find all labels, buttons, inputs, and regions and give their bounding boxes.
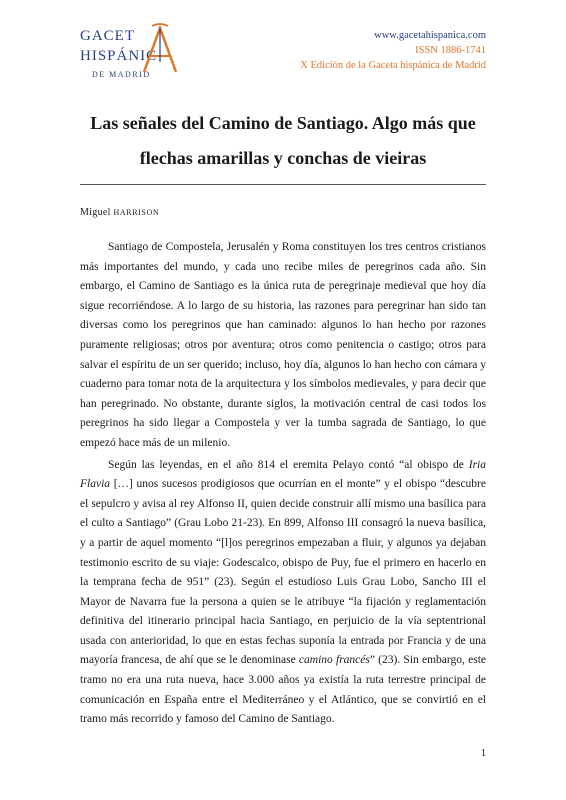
header-info bbox=[300, 28, 486, 73]
author-last-name: HARRISON bbox=[113, 208, 160, 217]
author-first-name: Miguel bbox=[80, 207, 114, 218]
logo-line-3: DE MADRID bbox=[92, 70, 151, 79]
article-body bbox=[80, 238, 486, 732]
italic-iria-flavia: Iria Flavia bbox=[80, 458, 486, 491]
italic-camino-frances: camino francés bbox=[298, 654, 370, 667]
logo-line-2: HISPÁNIC bbox=[80, 48, 158, 64]
paragraph-2-part-1: Según las leyendas, en el año 814 el eremita Pelayo contó “al obispo de bbox=[108, 458, 469, 471]
page-number: 1 bbox=[481, 748, 486, 759]
paragraph-2-part-3: ” (23). Sin embargo, este tramo no era una ruta nueva, hace 3.000 años ya existía la ruta terrestre principal de comunicación en España entre el Mediterráneo y el Atlántico, que se convirtió en el tramo más recorrido y famoso del Camino de Santiago. bbox=[80, 654, 486, 726]
title-divider bbox=[80, 184, 486, 185]
logo-a-mark-icon bbox=[138, 22, 182, 74]
paragraph-1: Santiago de Compostela, Jerusalén y Roma constituyen los tres centros cristianos más importantes del mundo, y cada uno recibe miles de peregrinos cada año. Sin embargo, el Camino de Santiago es la única ruta de peregrinaje medieval que hoy día sigue recorriéndose. A lo largo de su historia, las razones para peregrinar han sido tan diversas como los peregrinos que han caminado: algunos lo han hecho por razones puramente religiosas; otros por aventura; otros como penitencia o castigo; otros para salvar el espíritu de un ser querido; incluso, hoy día, algunos lo han hecho con cámara y cuaderno para tomar nota de la arquitectura y los símbolos medievales, y para decir que han peregrinado. No obstante, durante siglos, la motivación central de casi todos los peregrinos ha sido llegar a Compostela y ver la tumba sagrada de Santiago, lo que empezó hace más de un milenio. bbox=[80, 241, 486, 449]
title-line-2: flechas amarillas y conchas de vieiras bbox=[139, 148, 427, 168]
issn-text: ISSN 1886-1741 bbox=[415, 45, 486, 56]
author-name bbox=[80, 207, 159, 218]
logo-line-1: GACET bbox=[80, 28, 135, 44]
website-link[interactable]: www.gacetahispanica.com bbox=[374, 30, 486, 41]
paragraph-2 bbox=[80, 456, 486, 730]
title-line-1: Las señales del Camino de Santiago. Algo más que bbox=[90, 113, 476, 133]
gaceta-hispanica-logo[interactable] bbox=[80, 22, 190, 82]
article-title bbox=[80, 106, 486, 176]
paragraph-2-part-2: […] unos sucesos prodigiosos que ocurrían en el monte” y el obispo “descubre el sepulcro y avisa al rey Alfonso II, quien decide construir allí mismo una basílica para el culto a Santiago” (Grau Lobo 21-23). En 899, Alfonso III consagró la nueva basílica, y a partir de aquel momento “[l]os peregrinos empezaban a fluir, y algunos ya dejaban testimonio escrito de su viaje: Godescalco, obispo de Puy, fue el primero en hacerlo en la temprana fecha de 951” (23). Según el estudioso Luis Grau Lobo, Sancho III el Mayor de Navarra fue la persona a quien se le atribuye “la fijación y reglamentación definitiva del itinerario principal hacia Santiago, en perjuicio de la vía septentrional usada con anterioridad, lo que en estas fechas suponía la entrada por Francia y de una mayoría francesa, de ahí que se le denominase bbox=[80, 478, 486, 667]
edition-text: X Edición de la Gaceta hispánica de Madrid bbox=[300, 60, 486, 71]
